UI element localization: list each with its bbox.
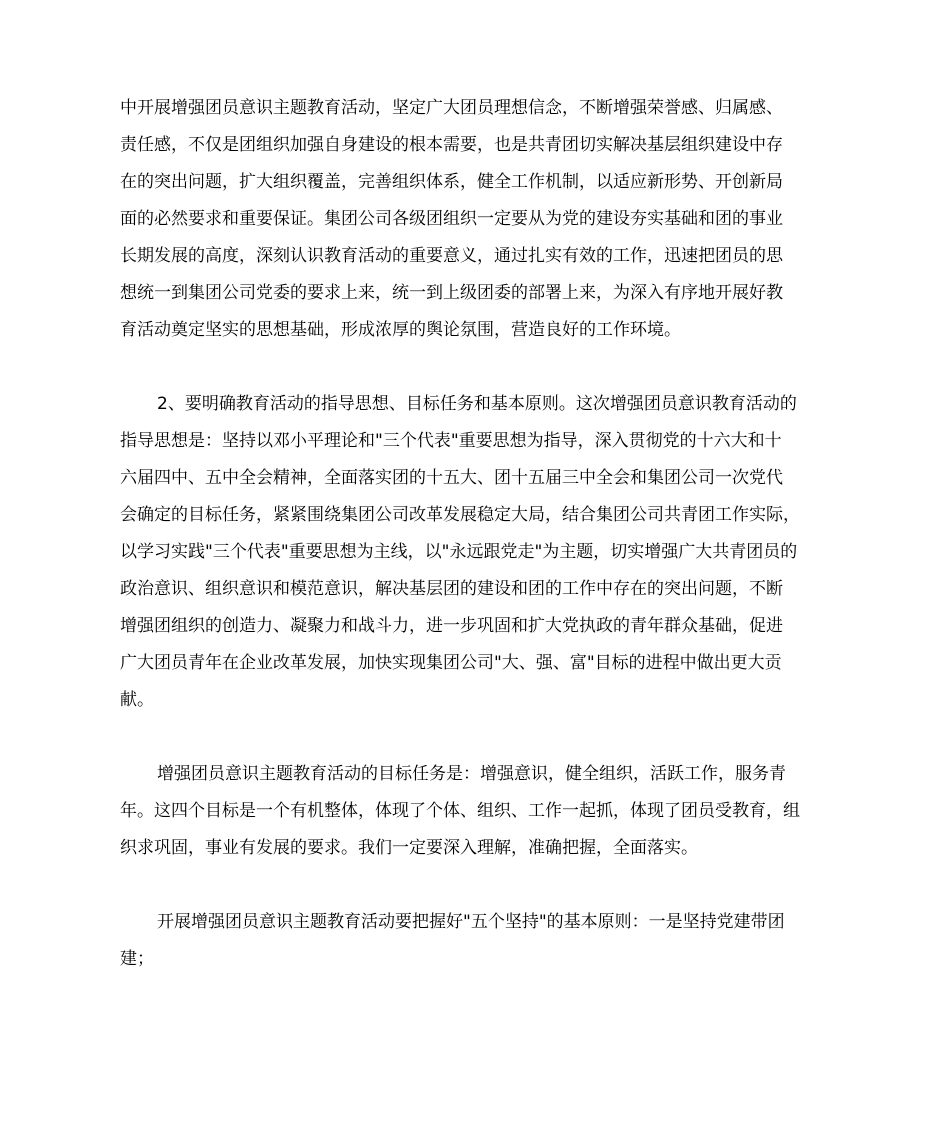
paragraph-line: 广大团员青年在企业改革发展，加快实现集团公司"大、强、富"目标的进程中做出更大贡 (120, 653, 782, 673)
paragraph-line: 建； (120, 949, 154, 969)
paragraph-line: 中开展增强团员意识主题教育活动，坚定广大团员理想信念，不断增强荣誉感、归属感、 (120, 98, 783, 118)
paragraph-line: 长期发展的高度，深刻认识教育活动的重要意义，通过扎实有效的工作，迅速把团员的思 (120, 246, 783, 266)
paragraph-4 (120, 904, 832, 978)
paragraph-line: 面的必然要求和重要保证。集团公司各级团组织一定要从为党的建设夯实基础和团的事业 (120, 209, 783, 229)
paragraph-line: 育活动奠定坚实的思想基础，形成浓厚的舆论氛围，营造良好的工作环境。 (120, 320, 681, 340)
paragraph-line: 六届四中、五中全会精神，全面落实团的十五大、团十五届三中全会和集团公司一次党代 (120, 468, 783, 488)
paragraph-line: 指导思想是：坚持以邓小平理论和"三个代表"重要思想为指导，深入贯彻党的十六大和十 (120, 431, 782, 451)
paragraph-line: 年。这四个目标是一个有机整体，体现了个体、组织、工作一起抓，体现了团员受教育，组 (120, 801, 800, 821)
paragraph-line: 会确定的目标任务，紧紧围绕集团公司改革发展稳定大局，结合集团公司共青团工作实际， (120, 505, 800, 525)
paragraph-line: 在的突出问题，扩大组织覆盖，完善组织体系，健全工作机制，以适应新形势、开创新局 (120, 172, 783, 192)
paragraph-spacer (120, 719, 832, 756)
paragraph-1 (120, 90, 832, 349)
document-body (120, 90, 832, 978)
paragraph-line: 增强团员意识主题教育活动的目标任务是：增强意识，健全组织，活跃工作，服务青 (157, 764, 786, 784)
paragraph-line: 政治意识、组织意识和模范意识，解决基层团的建设和团的工作中存在的突出问题，不断 (120, 579, 783, 599)
paragraph-line: 以学习实践"三个代表"重要思想为主线，以"永远跟党走"为主题，切实增强广大共青团员的 (120, 542, 798, 562)
paragraph-line: 开展增强团员意识主题教育活动要把握好"五个坚持"的基本原则：一是坚持党建带团 (157, 912, 785, 932)
paragraph-spacer (120, 349, 832, 386)
paragraph-spacer (120, 867, 832, 904)
paragraph-line: 2、要明确教育活动的指导思想、目标任务和基本原则。这次增强团员意识教育活动的 (157, 394, 797, 414)
paragraph-3 (120, 756, 832, 867)
paragraph-line: 增强团组织的创造力、凝聚力和战斗力，进一步巩固和扩大党执政的青年群众基础，促进 (120, 616, 783, 636)
paragraph-line: 织求巩固，事业有发展的要求。我们一定要深入理解，准确把握，全面落实。 (120, 838, 698, 858)
paragraph-line: 责任感，不仅是团组织加强自身建设的根本需要，也是共青团切实解决基层组织建设中存 (120, 135, 783, 155)
paragraph-line: 想统一到集团公司党委的要求上来，统一到上级团委的部署上来，为深入有序地开展好教 (120, 283, 783, 303)
paragraph-2 (120, 386, 832, 719)
paragraph-line: 献。 (120, 690, 154, 710)
